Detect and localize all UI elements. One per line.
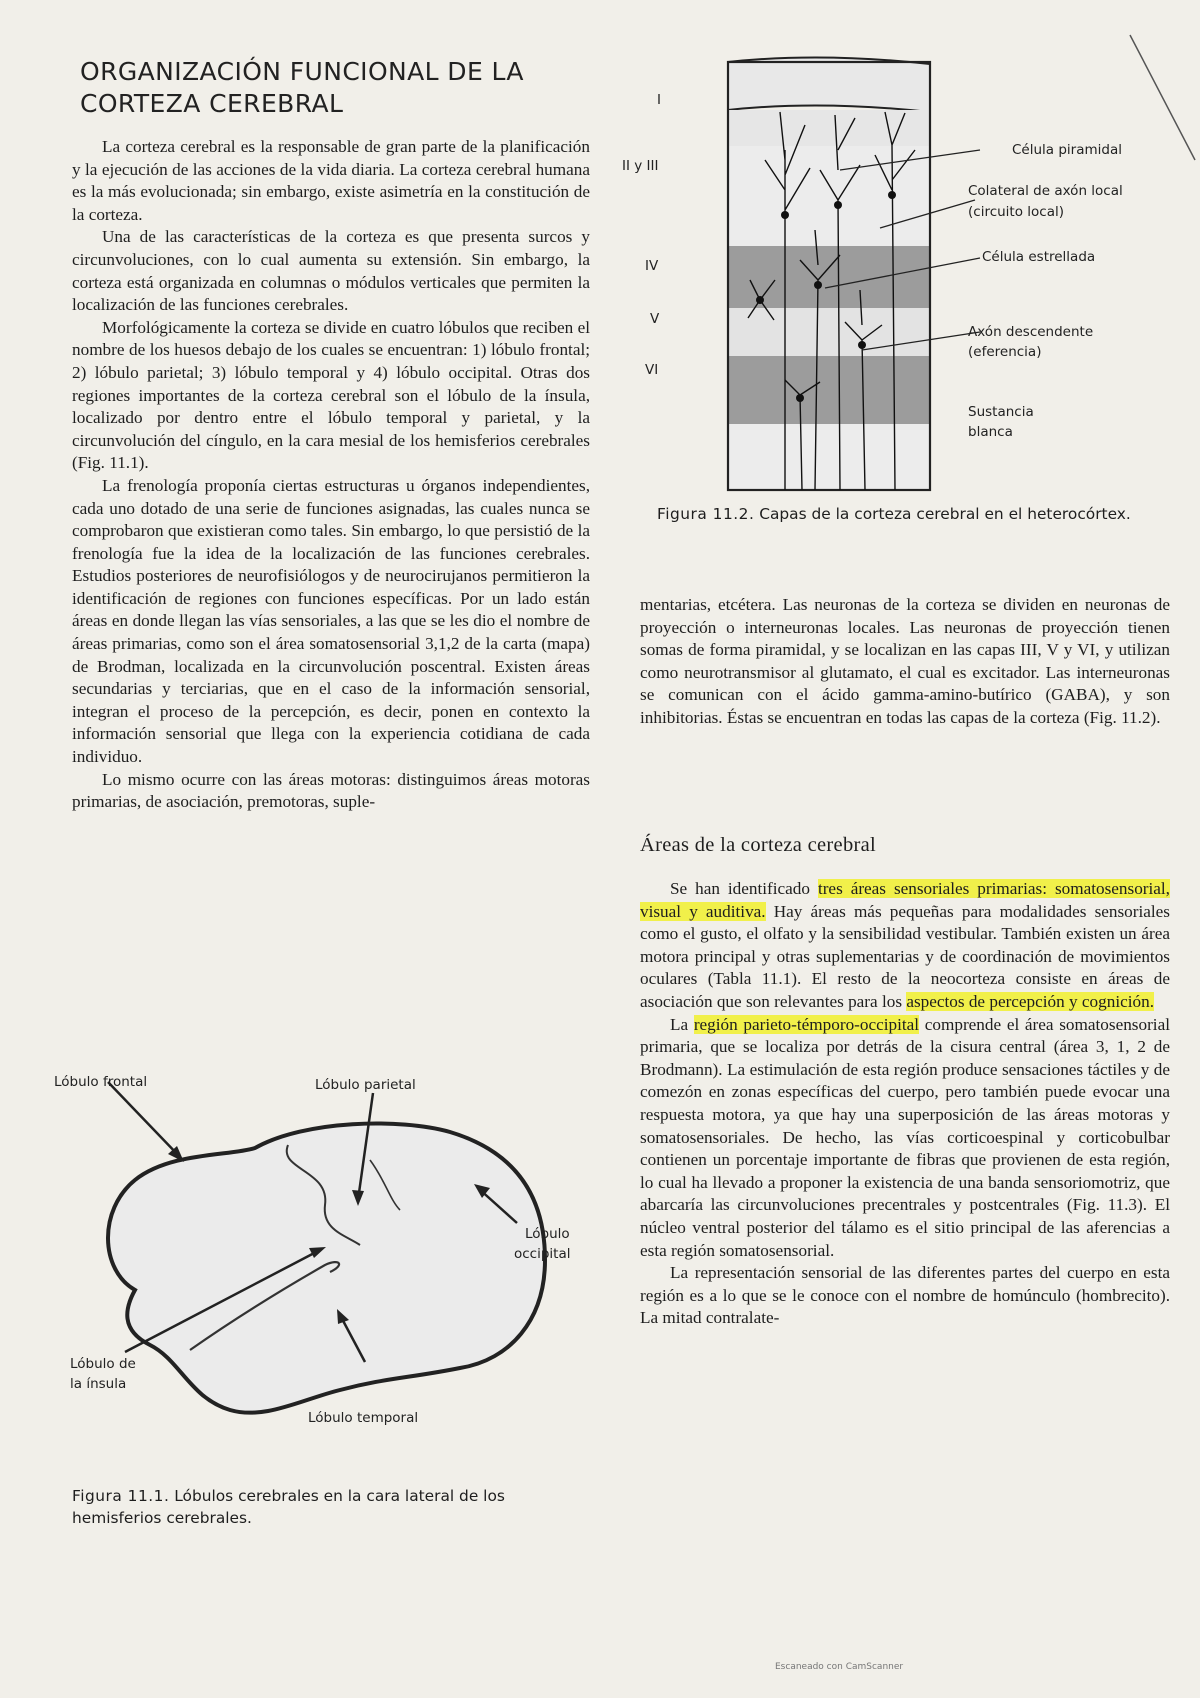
label-axon: (eferencia) bbox=[968, 344, 1042, 360]
cortex-top-surface bbox=[728, 57, 930, 112]
label-occipital: occipital bbox=[514, 1246, 571, 1262]
brain-outline bbox=[108, 1124, 545, 1413]
paragraph: Morfológicamente la corteza se divide en cuatro lóbulos que reciben el nombre de los huesos debajo de los cuales se encuentran: 1) lóbulo frontal; 2) lóbulo parietal; 3) lóbulo temporal y 4) lóbulo occipital. Otras dos regiones importantes de la corteza cerebral son el lóbulo de la ínsula, localizado por dentro entre el lóbulo temporal y parietal, y la circunvolución del cíngulo, en la cara mesial de los hemisferios cerebrales (Fig. 11.1). bbox=[72, 317, 590, 473]
paragraph: La representación sensorial de las diferentes partes del cuerpo en esta región es a lo que se le conoce con el nombre de homúnculo (hombrecito). La mitad contralate- bbox=[640, 1263, 1170, 1328]
label-estrellada: Célula estrellada bbox=[982, 249, 1096, 265]
label-colateral: Colateral de axón local bbox=[968, 183, 1123, 199]
layer-1 bbox=[728, 110, 930, 146]
figure-cortex-layers bbox=[622, 50, 1200, 500]
layer-label-V: V bbox=[650, 311, 660, 327]
scan-edge bbox=[1120, 30, 1200, 170]
label-occipital: Lóbulo bbox=[525, 1226, 570, 1242]
label-colateral: (circuito local) bbox=[968, 204, 1064, 220]
highlighted-text: tres áreas sensoriales primarias: somatosensorial, visual y auditiva. bbox=[640, 879, 1170, 921]
paragraph: mentarias, etcétera. Las neuronas de la corteza se dividen en neuronas de proyección o interneuronas locales. Las neuronas de proyección tienen somas de forma piramidal, y se localizan en las capas III, V y VI, y utilizan como neurotransmisor al glutamato, el cual es excitador. Las interneuronas se comunican con el ácido gamma-amino-butírico (GABA), y son inhibitorias. Éstas se encuentran en todas las capas de la corteza (Fig. 11.2). bbox=[640, 595, 1170, 727]
white-matter bbox=[728, 424, 930, 490]
label-frontal: Lóbulo frontal bbox=[54, 1074, 148, 1090]
figure-2-caption: Figura 11.2. Capas de la corteza cerebral en el heterocórtex. bbox=[657, 505, 1131, 523]
layer-label-IV: IV bbox=[645, 258, 659, 274]
label-sustancia: Sustancia bbox=[968, 404, 1034, 420]
scanner-watermark: Escaneado con CamScanner bbox=[775, 1662, 904, 1672]
layer-6 bbox=[728, 356, 930, 424]
section-heading: Áreas de la corteza cerebral bbox=[640, 834, 877, 856]
label-axon: Axón descendente bbox=[968, 324, 1094, 340]
paragraph: La región parieto-témporo-occipital comprende el área somatosensorial primaria, que se localiza por detrás de la cisura central (área 3, 1, 2 de Brodmann). La estimulación de esta región produce sensaciones táctiles y de comezón en zonas específicas del cuerpo, pero también puede evocar una respuesta motora, ya que hay una superposición de las áreas motoras y somatosensoriales. De hecho, las vías corticoespinal y corticobulbar contienen un porcentaje importante de fibras que provienen de esta región, lo cual ha llevado a proponer la existencia de una banda sensoriomotriz, que abarcaría las circunvoluciones precentrales y postcentrales (Fig. 11.3). El núcleo ventral posterior del tálamo es el sitio principal de las aferencias a esta región somatosensorial. bbox=[640, 1014, 1170, 1260]
highlighted-text: región parieto-témporo-occipital bbox=[693, 1014, 920, 1034]
label-piramidal: Célula piramidal bbox=[1012, 142, 1122, 158]
layer-label-I: I bbox=[657, 92, 661, 108]
paragraph: La corteza cerebral es la responsable de gran parte de la planificación y la ejecución de las acciones de la vida diaria. La corteza cerebral humana es la más evolucionada; sin embargo, existe asimetría en la constitución de la corteza. bbox=[72, 137, 590, 224]
paragraph: Lo mismo ocurre con las áreas motoras: distinguimos áreas motoras primarias, de asociación, premotoras, suple- bbox=[72, 769, 590, 812]
left-column-text bbox=[72, 136, 590, 814]
right-column-text-top bbox=[640, 594, 1170, 730]
label-temporal: Lóbulo temporal bbox=[308, 1410, 419, 1426]
paragraph: Una de las características de la corteza es que presenta surcos y circunvoluciones, con lo cual aumenta su extensión. Sin embargo, la corteza está organizada en columnas o módulos verticales que permiten la localización de las funciones cerebrales. bbox=[72, 227, 590, 315]
label-sustancia: blanca bbox=[968, 424, 1013, 440]
layer-5 bbox=[728, 308, 930, 356]
figure-1-caption: Figura 11.1. Lóbulos cerebrales en la cara lateral de los hemisferios cerebrales. bbox=[72, 1487, 505, 1527]
highlighted-text: aspectos de percepción y cognición. bbox=[906, 991, 1155, 1011]
label-parietal: Lóbulo parietal bbox=[315, 1077, 416, 1093]
arrow-frontal bbox=[108, 1082, 180, 1157]
page-title: ORGANIZACIÓN FUNCIONAL DE LA CORTEZA CEREBRAL bbox=[80, 57, 524, 118]
layer-label-II-III: II y III bbox=[622, 158, 659, 174]
layer-label-VI: VI bbox=[645, 362, 659, 378]
paragraph: La frenología proponía ciertas estructuras u órganos independientes, cada uno dotado de una serie de funciones asignadas, las cuales nunca se comprobaron que existieran como tales. Sin embargo, lo que persistió de la frenología fue la idea de la localización de las funciones cerebrales. Estudios posteriores de neurofisiólogos y de neurocirujanos permitieron la identificación de regiones con funciones específicas. Por un lado están áreas en donde llegan las vías sensoriales, a las que se les dio el nombre de áreas primarias, como son el área somatosensorial 3,1,2 de la carta (mapa) de Brodman, localizada en la circunvolución poscentral. Existen áreas secundarias y terciarias, que en el caso de la información sensorial, integran el proceso de la percepción, es decir, ponen en contexto la información sensorial que llega con la experiencia cotidiana de cada individuo. bbox=[72, 475, 590, 767]
right-column-text-bottom bbox=[640, 878, 1170, 1330]
label-insula: la ínsula bbox=[70, 1376, 127, 1392]
paragraph: Se han identificado tres áreas sensoriales primarias: somatosensorial, visual y auditiva. Hay áreas más pequeñas para modalidades sensoriales como el gusto, el olfato y la sensibilidad vestibular. También existen un área motora principal y otras suplementarias y de coordinación de movimientos oculares (Tabla 11.1). El resto de la neocorteza consiste en áreas de asociación que son relevantes para los aspectos de percepción y cognición. bbox=[640, 879, 1170, 1011]
label-insula: Lóbulo de bbox=[70, 1356, 136, 1372]
